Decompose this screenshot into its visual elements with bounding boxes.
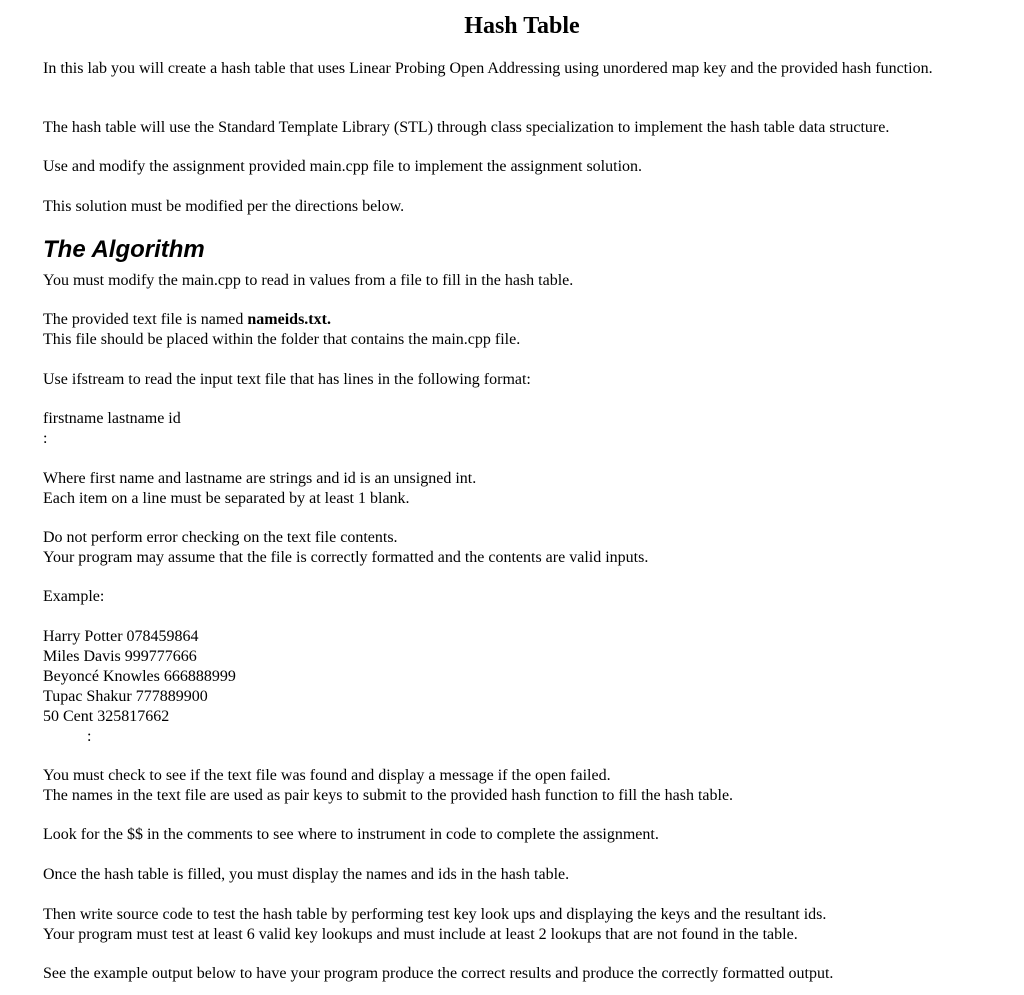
example-output-paragraph: See the example output below to have your program produce the correct results and produce the correctly formatted output. [43,965,834,982]
example-line: Beyoncé Knowles 666888999 [43,668,236,685]
file-location-line: This file should be placed within the folder that contains the main.cpp file. [43,331,521,348]
where-line-1: Where first name and lastname are strings and id is an unsigned int. [43,470,477,487]
file-check-line-1: You must check to see if the text file was found and display a message if the open failed. [43,767,611,784]
format-line: firstname lastname id [43,410,181,427]
no-error-line-1: Do not perform error checking on the text file contents. [43,529,398,546]
format-block [43,409,1001,449]
example-ellipsis: : [87,728,92,745]
where-paragraph [43,469,1001,509]
no-error-check-paragraph [43,528,1001,568]
example-label: Example: [43,588,105,605]
example-line: Tupac Shakur 777889900 [43,688,208,705]
format-ellipsis: : [43,430,48,447]
algorithm-paragraph-1: You must modify the main.cpp to read in values from a file to fill in the hash table. [43,272,574,289]
no-error-line-2: Your program may assume that the file is correctly formatted and the contents are valid inputs. [43,549,649,566]
file-check-paragraph [43,766,1001,806]
file-name-prefix: The provided text file is named [43,311,248,328]
where-line-2: Each item on a line must be separated by at least 1 blank. [43,490,410,507]
file-name-line [43,310,1001,330]
intro-paragraph-4: This solution must be modified per the directions below. [43,198,405,215]
intro-paragraph-2: The hash table will use the Standard Template Library (STL) through class specialization to implement the hash table data structure. [43,119,890,136]
test-paragraph [43,905,1001,945]
section-heading-algorithm: The Algorithm [43,236,205,263]
example-line: Harry Potter 078459864 [43,628,199,645]
ifstream-paragraph: Use ifstream to read the input text file that has lines in the following format: [43,371,531,388]
example-line: Miles Davis 999777666 [43,648,197,665]
file-check-line-2: The names in the text file are used as pair keys to submit to the provided hash function to fill the hash table. [43,787,734,804]
display-paragraph: Once the hash table is filled, you must display the names and ids in the hash table. [43,866,570,883]
instrument-paragraph: Look for the $$ in the comments to see where to instrument in code to complete the assignment. [43,826,659,843]
example-block [43,627,1001,747]
intro-paragraph-3: Use and modify the assignment provided main.cpp file to implement the assignment solution. [43,158,643,175]
example-line: 50 Cent 325817662 [43,708,170,725]
intro-paragraph-1: In this lab you will create a hash table that uses Linear Probing Open Addressing using unordered map key and the provided hash function. [43,60,933,77]
test-line-1: Then write source code to test the hash table by performing test key look ups and displaying the keys and the resultant ids. [43,906,827,923]
page-title: Hash Table [464,13,580,39]
test-line-2: Your program must test at least 6 valid key lookups and must include at least 2 lookups that are not found in the table. [43,926,798,943]
file-name-paragraph [43,310,1001,350]
file-name-bold: nameids.txt. [247,311,331,328]
